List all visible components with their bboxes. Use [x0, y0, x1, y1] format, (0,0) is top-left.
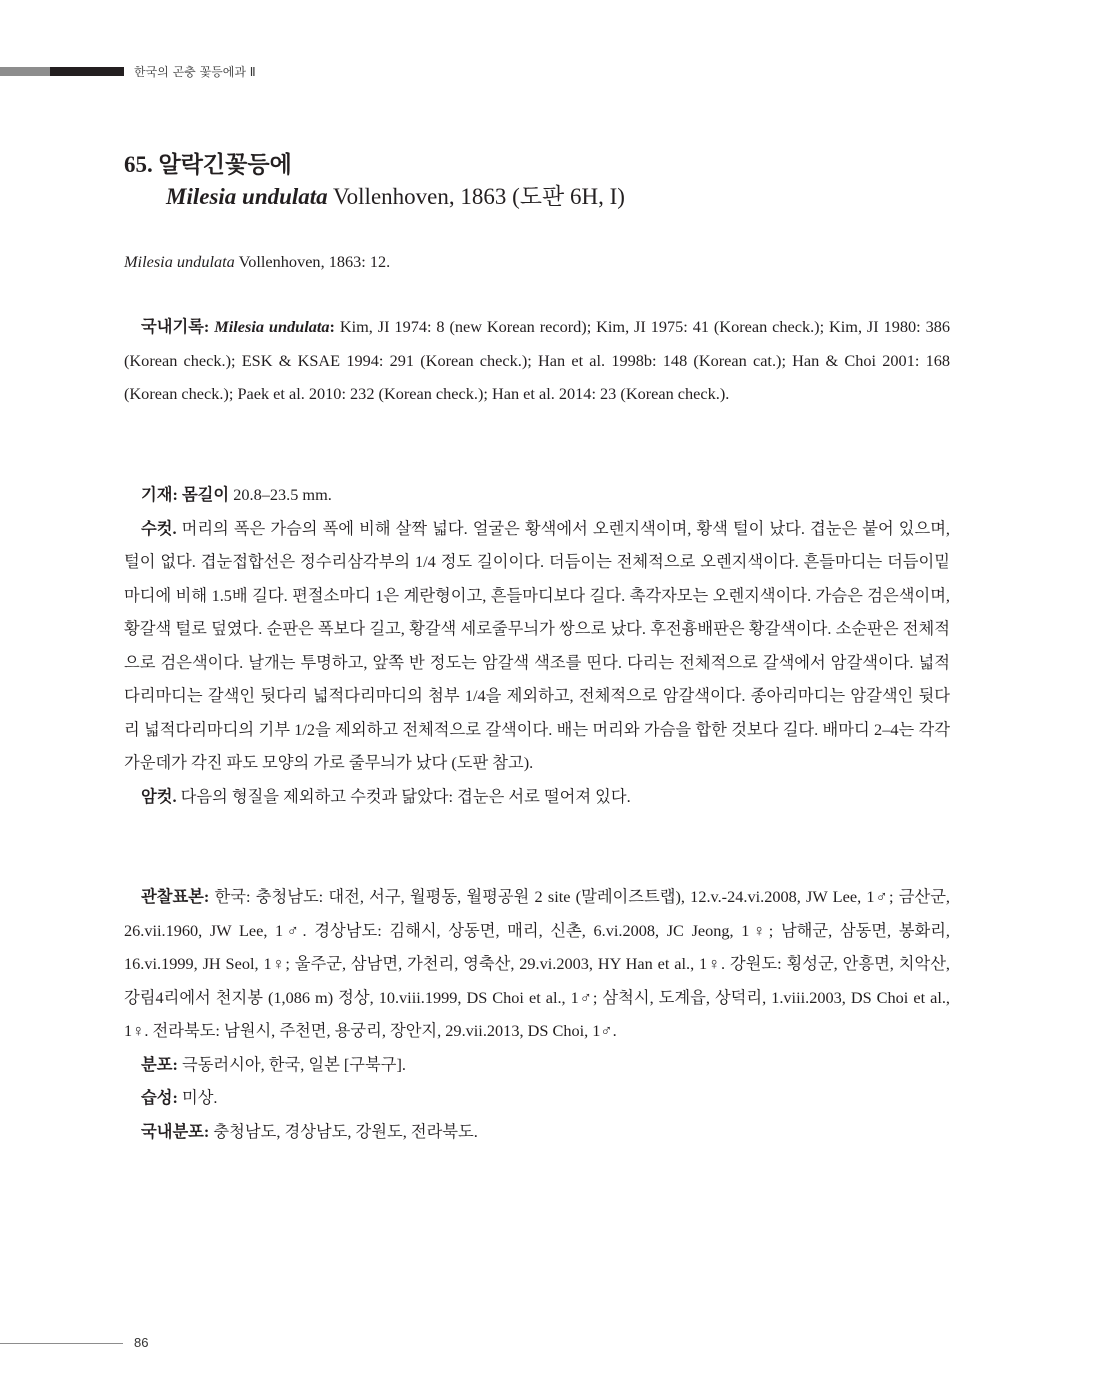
- female-label: 암컷.: [141, 786, 177, 806]
- description-section: [124, 478, 950, 813]
- material-label: 관찰표본:: [141, 887, 210, 906]
- species-title: [124, 150, 954, 214]
- species-binomial: Milesia undulata: [166, 184, 328, 209]
- male-label: 수컷.: [141, 518, 177, 538]
- habit-text: 미상.: [177, 1088, 218, 1107]
- korean-records-name: Milesia undulata: [214, 317, 330, 336]
- body-length: 20.8–23.5 mm.: [229, 485, 332, 504]
- material-text: 한국: 충청남도: 대전, 서구, 월평동, 월평공원 2 site (말레이즈트랩), 12.v.-24.vi.2008, JW Lee, 1♂; 금산군, 26.vii.1960, JW Lee, 1♂. 경상남도: 김해시, 상동면, 매리, 신촌, 6.vi.2008, JC Jeong, 1♀; 남해군, 삼동면, 봉화리, 16.vi.1999, JH Seol, 1♀; 울주군, 삼남면, 가천리, 영축산, 29.vi.2003, HY Han et al., 1♀. 강원도: 횡성군, 안흥면, 치악산, 강림4리에서 천지봉 (1,086 m) 정상, 10.viii.1999, DS Choi et al., 1♂; 삼척시, 도계읍, 상덕리, 1.viii.2003, DS Choi et al., 1♀. 전라북도: 남원시, 주천면, 용궁리, 장안지, 29.vii.2013, DS Choi, 1♂.: [124, 887, 950, 1040]
- material-section: [124, 880, 950, 1148]
- male-description: 머리의 폭은 가슴의 폭에 비해 살짝 넓다. 얼굴은 황색에서 오렌지색이며, 황색 털이 났다. 겹눈은 붙어 있으며, 털이 없다. 겹눈접합선은 정수리삼각부의 1/4 정도 길이이다. 더듬이는 전체적으로 오렌지색이다. 흔들마디는 더듬이밑마디에 비해 1.5배 길다. 편절소마디 1은 계란형이고, 흔들마디보다 길다. 촉각자모는 오렌지색이다. 가슴은 검은색이며, 황갈색 털로 덮였다. 순판은 폭보다 길고, 황갈색 세로줄무늬가 쌍으로 났다. 후전흉배판은 황갈색이다. 소순판은 전체적으로 검은색이다. 날개는 투명하고, 앞쪽 반 정도는 암갈색 색조를 띤다. 다리는 전체적으로 갈색에서 암갈색이다. 넓적다리마디는 갈색인 뒷다리 넓적다리마디의 첨부 1/4을 제외하고, 전체적으로 암갈색이다. 종아리마디는 암갈색인 뒷다리 넓적다리마디의 기부 1/2을 제외하고 전체적으로 갈색이다. 배는 머리와 가슴을 합한 것보다 길다. 배마디 2–4는 각각 가운데가 각진 파도 모양의 가로 줄무늬가 났다 (도판 참고).: [124, 518, 950, 772]
- description-label: 기재: 몸길이: [141, 485, 230, 504]
- header-bar-gray: [0, 67, 50, 76]
- distribution-label: 분포:: [141, 1054, 178, 1074]
- female-description: 다음의 형질을 제외하고 수컷과 닮았다: 겹눈은 서로 떨어져 있다.: [176, 786, 631, 806]
- domestic-distribution-label: 국내분포:: [141, 1121, 210, 1141]
- header-bar-black: [50, 67, 124, 76]
- korean-records-label: 국내기록:: [141, 317, 215, 336]
- domestic-distribution-text: 충청남도, 경상남도, 강원도, 전라북도.: [209, 1121, 478, 1141]
- korean-records-colon: :: [329, 317, 335, 336]
- species-number-korean-name: 65. 알락긴꽃등에: [124, 152, 292, 177]
- habit-label: 습성:: [141, 1088, 178, 1107]
- running-header: [0, 64, 400, 78]
- citation-name: Milesia undulata: [124, 252, 235, 271]
- footer-rule: [0, 1343, 123, 1344]
- running-title: 한국의 곤충 꽃등에과 Ⅱ: [134, 65, 256, 79]
- species-author-year: Vollenhoven, 1863 (도판 6H, I): [327, 184, 625, 209]
- korean-records-section: [124, 310, 950, 411]
- distribution-text: 극동러시아, 한국, 일본 [구북구].: [177, 1054, 406, 1074]
- original-citation: [124, 245, 950, 279]
- species-scientific-name: [166, 180, 954, 214]
- page-number: 86: [134, 1335, 149, 1350]
- citation-rest: Vollenhoven, 1863: 12.: [234, 252, 391, 271]
- korean-records-text: Kim, JI 1974: 8 (new Korean record); Kim, JI 1975: 41 (Korean check.); Kim, JI 1980: 386 (Korean check.); ESK & KSAE 1994: 291 (Korean check.); Han et al. 1998b: 148 (Korean cat.); Han & Choi 2001: 168 (Korean check.); Paek et al. 2010: 232 (Korean check.); Han et al. 2014: 23 (Korean check.).: [124, 317, 950, 403]
